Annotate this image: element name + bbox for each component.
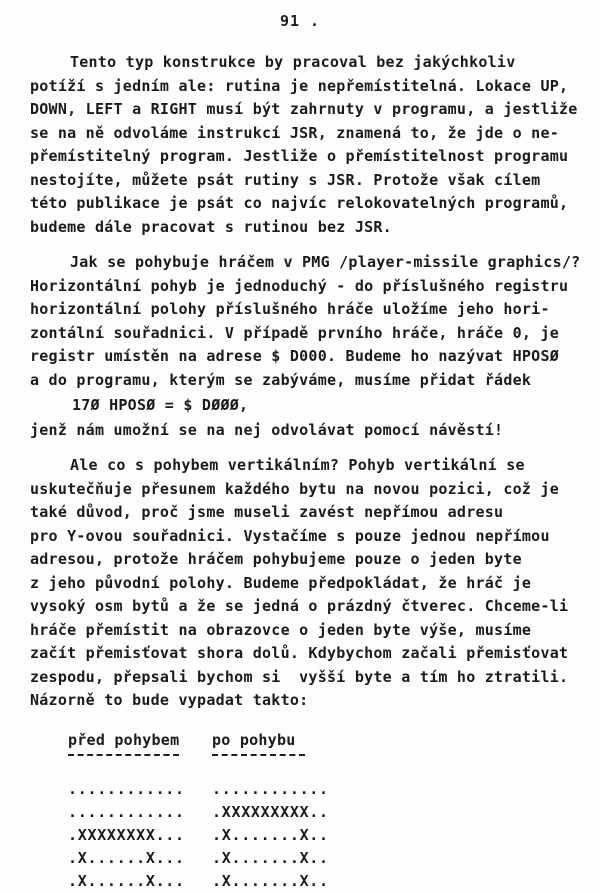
text-line: budeme dále pracovat s rutinou bez JSR. xyxy=(30,217,392,236)
table-cell-before: .X......X... xyxy=(68,872,185,890)
table-body xyxy=(68,778,582,893)
text-line: registr umístěn na adrese $ D000. Budeme ho nazývat HPOSØ xyxy=(30,347,560,365)
table-row xyxy=(68,824,582,847)
text-line: DOWN, LEFT a RIGHT musí být zahrnuty v programu, a jestliže xyxy=(30,100,578,118)
text-line: vysoký osm bytů a že se jedná o prázdný čtverec. Chceme-li xyxy=(30,597,569,615)
text-line: Názorně to bude vypadat takto: xyxy=(30,691,309,709)
text-line: uskutečňuje přesunem každého bytu na novou pozici, což je xyxy=(30,479,560,498)
paragraph-2 xyxy=(30,251,582,392)
text-line: pro Y-ovou souřadnici. Vystačíme s pouze jednou nepřímou xyxy=(30,526,550,545)
table-row xyxy=(68,870,582,893)
page-content xyxy=(0,51,600,893)
table-row xyxy=(68,778,582,801)
table-cell-before: .X......X... xyxy=(68,849,185,867)
text-line: také důvod, proč jsme museli zavést nepřímou adresu xyxy=(30,503,504,521)
paragraph-1 xyxy=(30,51,582,239)
table-cell-before: ............ xyxy=(68,803,185,821)
text-line: přemístitelný program. Jestliže o přemístitelnost programu xyxy=(30,147,569,165)
table-header-before-label: před pohybem xyxy=(68,729,179,757)
basic-code-line: 17Ø HPOSØ = $ DØØØ, xyxy=(72,396,249,414)
text-line: Tento typ konstrukce by pracoval bez jakýchkoliv xyxy=(70,53,516,71)
table-cell-after: .XXXXXXXXX.. xyxy=(212,803,329,821)
table-cell-after: .X.......X.. xyxy=(212,872,329,890)
text-line: horizontální polohy příslušného hráče uložíme jeho hori- xyxy=(30,300,550,318)
table-header-before xyxy=(68,729,212,757)
text-line: se na ně odvoláme instrukcí JSR, znamená to, že jde o ne- xyxy=(30,123,560,142)
text-line: potíží s jedním ale: rutina je nepřemístitelná. Lokace UP, xyxy=(30,76,569,95)
text-line: a do programu, kterým se zabýváme, musíme přidat řádek xyxy=(30,370,532,389)
text-line: zontální souřadnici. V případě prvního hráče, hráče 0, je xyxy=(30,323,560,342)
paragraph-3 xyxy=(30,454,582,713)
text-line: začít přemisťovat shora dolů. Kdybychom začali přemisťovat xyxy=(30,644,569,662)
table-cell-before: .XXXXXXXX... xyxy=(68,826,185,844)
table-cell-after: ............ xyxy=(212,780,329,798)
table-cell-after: .X.......X.. xyxy=(212,849,329,867)
table-cell-before: ............ xyxy=(68,780,185,798)
text-line: zespodu, přepsali bychom si vyšší byte a tím ho ztratili. xyxy=(30,667,569,686)
text-line: adresou, protože hráčem pohybujeme pouze o jeden byte xyxy=(30,550,522,568)
movement-diagram-table xyxy=(68,729,582,893)
table-row xyxy=(68,801,582,824)
text-line: z jeho původní polohy. Budeme předpokládat, že hráč je xyxy=(30,573,532,592)
text-line: Ale co s pohybem vertikálním? Pohyb vertikální se xyxy=(70,456,525,474)
text-line: hráče přemístit na obrazovce o jeden byte výše, musíme xyxy=(30,620,532,639)
text-line: jenž nám umožní se na nej odvolávat pomocí návěstí! xyxy=(30,420,504,439)
table-cell-after: .X.......X.. xyxy=(212,826,329,844)
page-number: 91 . xyxy=(279,12,321,30)
table-header-after-label: po pohybu xyxy=(212,729,305,757)
text-line: Horizontální pohyb je jednoduchý - do příslušného registru xyxy=(30,276,569,295)
table-header-row xyxy=(68,729,582,757)
text-line: Jak se pohybuje hráčem v PMG /player-missile graphics/? xyxy=(70,253,581,271)
table-row xyxy=(68,847,582,870)
text-line: této publikace je psát co najvíc relokovatelných programů, xyxy=(30,194,569,212)
table-header-after xyxy=(212,729,305,757)
text-line: nestojíte, můžete psát rutiny s JSR. Protože však cílem xyxy=(30,170,541,189)
